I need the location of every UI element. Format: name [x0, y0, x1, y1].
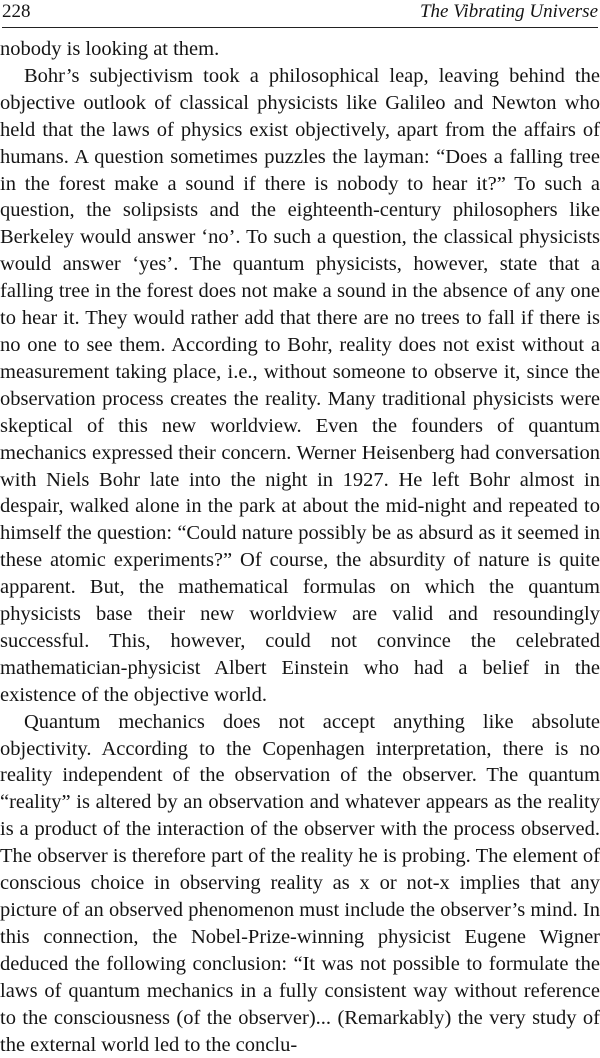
paragraph-quantum-objectivity: Quantum mechanics does not accept anything like absolute objectivity. According to the Copenhagen interpretation, there is no reality independent of the observation of the observer. The quantum “reality” is altered by an observation and whatever appears as the reality is a product of the interaction of the observer with the process observed. The observer is therefore part of the reality he is probing. The element of conscious choice in observing reality as x or not-x implies that any picture of an observed phenomenon must include the observer’s mind. In this connection, the Nobel-Prize-winning physicist Eugene Wigner deduced the following conclusion: “It was not possible to formulate the laws of quantum mechanics in a fully consistent way without reference to the consciousness (of the observer)... (Remarkably) the very study of the external world led to the conclu-	[0, 710, 600, 1056]
page-number: 228	[2, 1, 31, 22]
running-header	[2, 0, 598, 28]
paragraph-bohr-subjectivism: Bohr’s subjectivism took a philosophical leap, leaving behind the objective outlook of classical physicists like Galileo and Newton who held that the laws of physics exist objectively, apart from the affairs of humans. A question sometimes puzzles the layman: “Does a falling tree in the forest make a sound if there is nobody to hear it?” To such a question, the solipsists and the eighteenth-century philosophers like Berkeley would answer ‘no’. To such a question, the classical physicists would answer ‘yes’. The quantum physicists, however, state that a falling tree in the forest does not make a sound in the absence of any one to hear it. They would rather add that there are no trees to fall if there is no one to see them. According to Bohr, reality does not exist without a measurement taking place, i.e., without someone to observe it, since the observation process creates the reality. Many traditional physicists were skeptical of this new worldview. Even the founders of quantum mechanics expressed their concern. Werner Heisenberg had conversation with Niels Bohr late into the night in 1927. He left Bohr almost in despair, walked alone in the park at about the mid-night and repeated to himself the question: “Could nature possibly be as absurd as it seemed in these atomic experiments?” Of course, the absurdity of nature is quite apparent. But, the mathematical formulas on which the quantum physicists base their new worldview are valid and resoundingly successful. This, however, could not convince the celebrated mathematician-physicist Albert Einstein who had a belief in the existence of the objective world.	[0, 64, 600, 706]
body-text	[0, 36, 600, 1058]
running-title: The Vibrating Universe	[419, 1, 598, 22]
paragraph-continuation: nobody is looking at them.	[0, 38, 220, 60]
